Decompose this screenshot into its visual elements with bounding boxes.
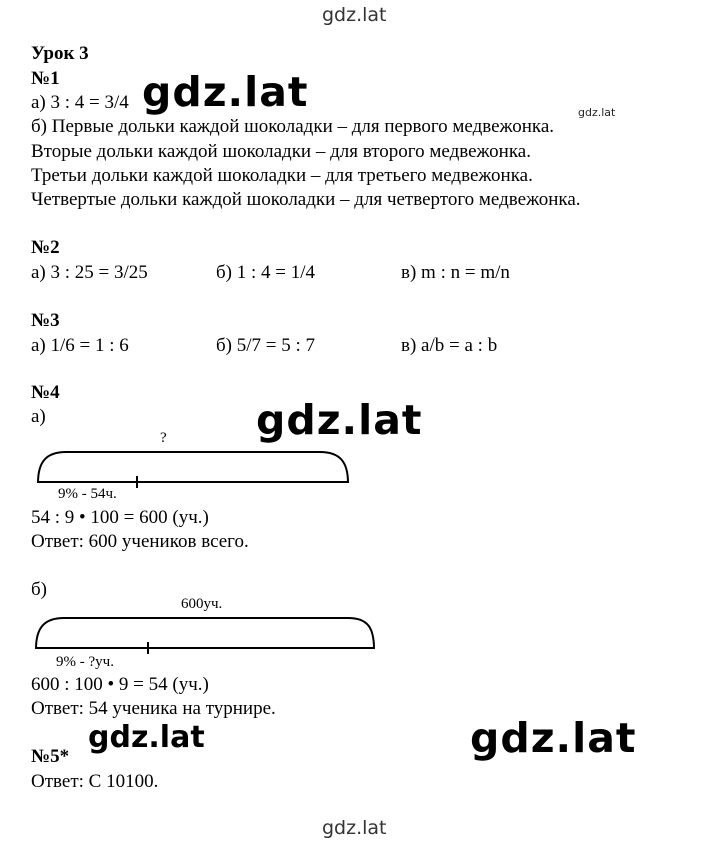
watermark-big-4: gdz.lat — [470, 714, 637, 762]
task3-part-c: в) a/b = a : b — [401, 335, 498, 356]
diagram-b-top-label: 600уч. — [181, 596, 223, 612]
task1-part-b-line-1: б) Первые дольки каждой шоколадки – для первого медвежонка. — [31, 116, 555, 137]
task1-heading: №1 — [31, 68, 60, 89]
task3-part-b: б) 5/7 = 5 : 7 — [216, 335, 316, 356]
lesson-title: Урок 3 — [31, 43, 89, 64]
task1-part-a: а) 3 : 4 = 3/4 — [31, 92, 129, 113]
task4-part-b-calc: 600 : 100 • 9 = 54 (уч.) — [31, 674, 209, 695]
task1-part-b-line-2: Вторые дольки каждой шоколадки – для второго медвежонка. — [31, 141, 531, 162]
watermark-top: gdz.lat — [322, 4, 387, 26]
watermark-tiny: gdz.lat — [578, 106, 616, 119]
watermark-big-2: gdz.lat — [256, 396, 423, 444]
task3-heading: №3 — [31, 310, 60, 331]
watermark-big-3: gdz.lat — [88, 720, 205, 755]
task1-part-b-line-3: Третьи дольки каждой шоколадки – для третьего медвежонка. — [31, 165, 533, 186]
task1-part-b-line-4: Четвертые дольки каждой шоколадки – для четвертого медвежонка. — [31, 189, 581, 210]
task5-heading: №5* — [31, 746, 70, 767]
task2-heading: №2 — [31, 237, 60, 258]
task4-part-a-answer: Ответ: 600 учеников всего. — [31, 531, 249, 552]
task4-part-b-label: б) — [31, 579, 47, 600]
task3-part-a: а) 1/6 = 1 : 6 — [31, 335, 129, 356]
task4-part-a-calc: 54 : 9 • 100 = 600 (уч.) — [31, 507, 209, 528]
watermark-big-1: gdz.lat — [142, 68, 309, 116]
task4-part-a-label: а) — [31, 406, 46, 427]
task2-part-b: б) 1 : 4 = 1/4 — [216, 262, 316, 283]
task2-part-c: в) m : n = m/n — [401, 262, 510, 283]
diagram-a-top-label: ? — [160, 430, 167, 446]
task4-heading: №4 — [31, 382, 60, 403]
task4-part-b-answer: Ответ: 54 ученика на турнире. — [31, 698, 276, 719]
task5-answer: Ответ: С 10100. — [31, 771, 159, 792]
diagram-b-bottom-label: 9% - ?уч. — [56, 654, 114, 670]
watermark-bottom: gdz.lat — [322, 817, 387, 839]
task2-part-a: а) 3 : 25 = 3/25 — [31, 262, 148, 283]
diagram-a-bottom-label: 9% - 54ч. — [58, 486, 117, 502]
